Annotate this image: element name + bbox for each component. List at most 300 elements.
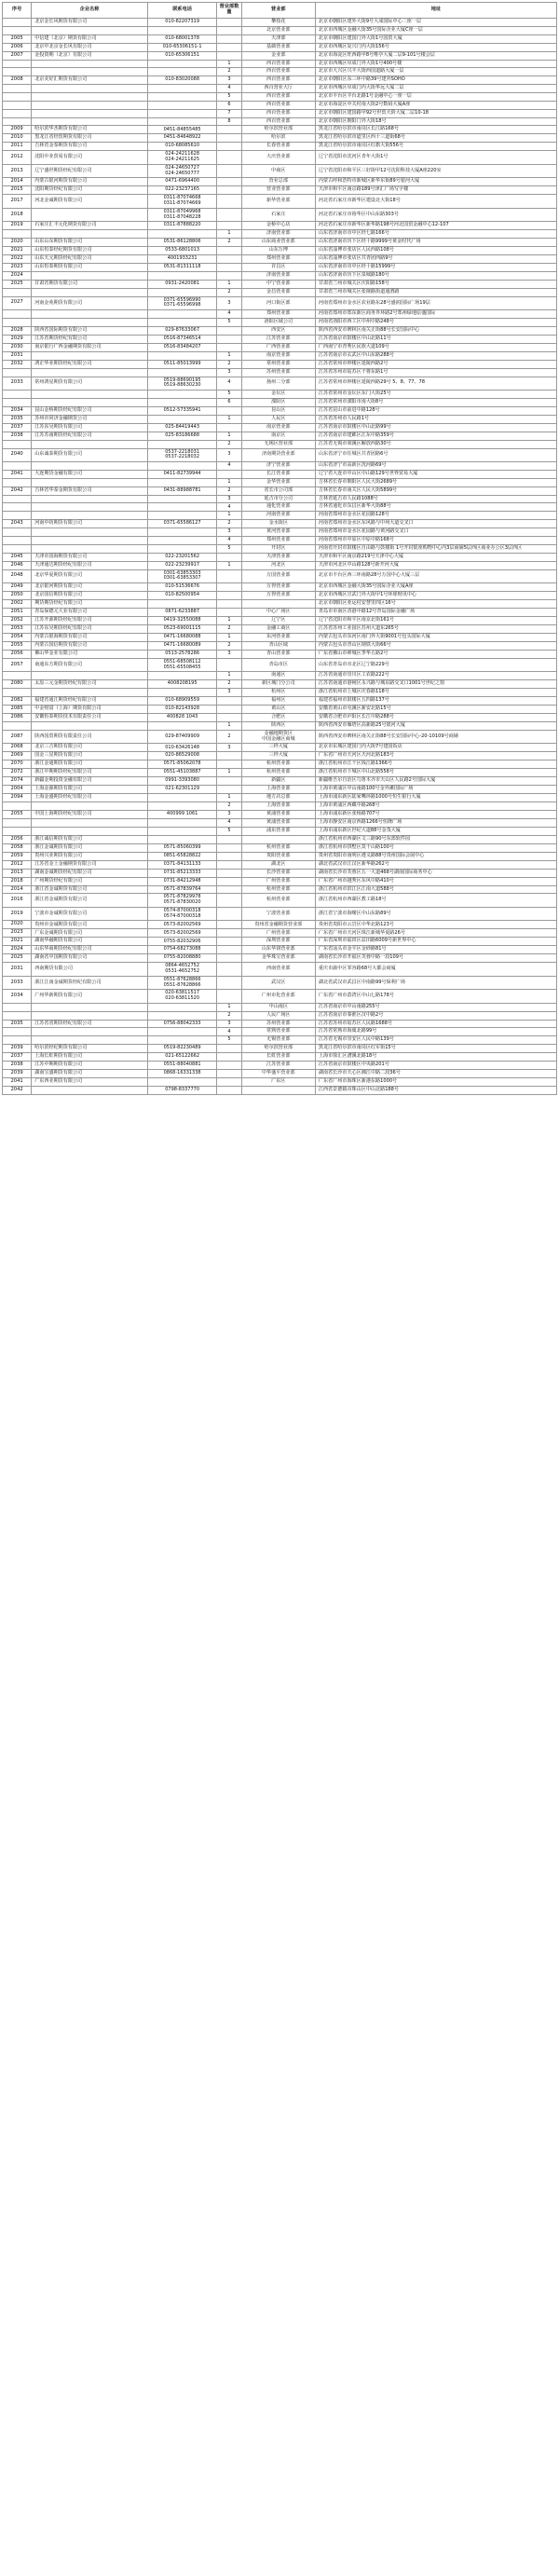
cell-branch: 人民广场区	[241, 1011, 315, 1020]
table-row	[3, 486, 557, 495]
cell-company	[32, 503, 148, 512]
cell-address: 浙江省杭州市西湖区文三路90号东部软件园	[315, 835, 556, 843]
cell-no: 2023	[3, 263, 32, 271]
cell-no	[3, 1011, 32, 1020]
cell-address: 浙江省杭州市西湖区教工路18号	[315, 894, 556, 908]
cell-address: 北京市西城区阜成门内大街华远大厦二层	[315, 85, 556, 93]
cell-company: 山东诚泰期货有限公司	[32, 448, 148, 462]
cell-count: 5	[217, 544, 241, 553]
cell-branch: 南通区	[241, 672, 315, 680]
cell-count: 5	[217, 391, 241, 399]
cell-company: 江苏东吴期货有限公司	[32, 423, 148, 432]
cell-company: 北京中北京金长风有限公司	[32, 43, 148, 51]
cell-no: 2037	[3, 1053, 32, 1062]
cell-branch: 贵州省金融期货营业部	[241, 921, 315, 929]
cell-company: 大连期货金融有限公司	[32, 470, 148, 478]
cell-no	[3, 68, 32, 76]
cell-branch: 新华营业部	[241, 195, 315, 209]
cell-no: 2004	[3, 786, 32, 794]
cell-phone	[147, 802, 216, 811]
table-row	[3, 432, 557, 440]
cell-no: 2008	[3, 76, 32, 85]
cell-phone: 0573-82002569	[147, 921, 216, 929]
cell-no	[3, 398, 32, 406]
cell-branch: 河口街区部	[241, 296, 315, 310]
cell-no: 2035	[3, 415, 32, 423]
cell-branch: 杭州区	[241, 689, 315, 697]
cell-address: 山东省济南市历下区泉城路180号	[315, 271, 556, 280]
cell-count	[217, 178, 241, 186]
cell-count	[217, 760, 241, 769]
cell-phone	[147, 101, 216, 109]
cell-phone	[147, 368, 216, 377]
cell-phone: 0571-85060399	[147, 843, 216, 852]
cell-company: 广州期货经纪有限公司	[32, 877, 148, 885]
cell-phone	[147, 398, 216, 406]
cell-branch: 合肥区	[241, 713, 315, 721]
table-row	[3, 101, 557, 109]
cell-no: 2054	[3, 633, 32, 641]
cell-count: 1	[217, 616, 241, 624]
cell-phone	[147, 512, 216, 520]
cell-count	[217, 1087, 241, 1095]
cell-phone: 010-68085610	[147, 143, 216, 151]
cell-address: 江西省景德镇市珠山区中山北路188号	[315, 1087, 556, 1095]
cell-address: 湖南省长沙市芙蓉区五一大道468号湖南国际商务中心	[315, 869, 556, 877]
cell-address: 陕西省西安市碑林区南关正街88号长安国际中心-20-10109号商铺	[315, 730, 556, 744]
cell-company: 湖南金诚期货经纪有限公司	[32, 869, 148, 877]
cell-no: 2034	[3, 990, 32, 1004]
cell-phone	[147, 391, 216, 399]
cell-phone: 021-65122662	[147, 1053, 216, 1062]
table-row	[3, 271, 557, 280]
cell-count	[217, 335, 241, 343]
cell-no	[3, 478, 32, 486]
cell-company	[32, 117, 148, 126]
cell-address: 江苏省苏州市人民路1号	[315, 415, 556, 423]
table-row	[3, 117, 557, 126]
cell-count	[217, 195, 241, 209]
cell-phone: 0571-87829978 0571-87830020	[147, 894, 216, 908]
cell-company	[32, 26, 148, 34]
cell-phone: 0471-6964400	[147, 178, 216, 186]
cell-company: 陕西国贸期货有限责任公司	[32, 730, 148, 744]
cell-company: 江苏东吴期货经纪有限公司	[32, 624, 148, 633]
cell-address: 浙江省杭州市下城区中山北路558号	[315, 769, 556, 777]
cell-address: 福建省福州市鼓楼区五四路137号	[315, 696, 556, 705]
cell-count	[217, 569, 241, 583]
cell-phone: 0301-63853303 0301-63853307	[147, 569, 216, 583]
cell-count: 1	[217, 280, 241, 288]
cell-count	[217, 26, 241, 34]
cell-no	[3, 672, 32, 680]
cell-no: 2035	[3, 1020, 32, 1028]
cell-count: 1	[217, 432, 241, 440]
cell-count: 1	[217, 672, 241, 680]
cell-no: 2009	[3, 126, 32, 134]
cell-no: 2038	[3, 1062, 32, 1070]
cell-branch: 金坛区	[241, 391, 315, 399]
cell-count	[217, 151, 241, 165]
cell-company: 国金三星期货有限公司	[32, 752, 148, 760]
cell-count	[217, 343, 241, 351]
cell-phone: 0523-69001115	[147, 624, 216, 633]
table-row	[3, 151, 557, 165]
cell-address: 河南省郑州市金水区东风路与中州大道交叉口	[315, 520, 556, 528]
cell-phone: 0571-87839764	[147, 885, 216, 894]
cell-company: 北京华夏期货有限公司	[32, 569, 148, 583]
header-phone: 联系电话	[147, 3, 216, 19]
cell-phone: 0419-32550088	[147, 616, 216, 624]
cell-branch: 苏州营业部	[241, 368, 315, 377]
cell-branch: 西南营业部	[241, 963, 315, 977]
cell-address: 上海市黄浦区西藏中路268号	[315, 802, 556, 811]
cell-phone	[147, 544, 216, 553]
cell-phone: 025-84419443	[147, 423, 216, 432]
table-row	[3, 1087, 557, 1095]
cell-company: 沈阳期货经纪有限公司	[32, 186, 148, 195]
cell-branch: 上海营业部	[241, 802, 315, 811]
cell-no: 2019	[3, 907, 32, 921]
cell-company	[32, 495, 148, 503]
cell-address: 北京市东城区建国门内大街7号建国饭店	[315, 744, 556, 752]
cell-branch: 西百营业部	[241, 117, 315, 126]
table-row	[3, 946, 557, 954]
cell-no: 2021	[3, 247, 32, 255]
cell-address: 吉林省通化市东昌区新华大街88号	[315, 503, 556, 512]
cell-address: 江苏省苏州市姑苏区人民路1688号	[315, 1020, 556, 1028]
cell-count	[217, 143, 241, 151]
cell-address: 广西南宁市青秀区民族大道109号	[315, 343, 556, 351]
cell-count	[217, 222, 241, 230]
cell-address: 甘肃省兰州市城关区张掖路街道通渭路	[315, 288, 556, 296]
cell-no: 2031	[3, 351, 32, 360]
cell-phone	[147, 26, 216, 34]
cell-company: 山东天元期货经纪有限公司	[32, 255, 148, 264]
cell-no	[3, 495, 32, 503]
cell-no	[3, 391, 32, 399]
cell-count: 1	[217, 633, 241, 641]
cell-address: 河南省郑州市金水区农业路东28号盛润国际广场19层	[315, 296, 556, 310]
cell-no: 2002	[3, 600, 32, 609]
cell-company: 江苏省期货经纪有限公司	[32, 335, 148, 343]
table-row	[3, 239, 557, 247]
cell-company	[32, 208, 148, 222]
cell-count: 3	[217, 650, 241, 658]
cell-no	[3, 93, 32, 102]
cell-count	[217, 946, 241, 954]
cell-address: 湖南省长沙市开福区芙蓉中路一段109号	[315, 954, 556, 963]
cell-phone: 020-86529008	[147, 752, 216, 760]
cell-company: 上海金盛期货经纪有限公司	[32, 794, 148, 802]
cell-no	[3, 18, 32, 26]
cell-phone	[147, 60, 216, 68]
cell-branch: 郑州营业部	[241, 255, 315, 264]
cell-branch: 许昌区	[241, 263, 315, 271]
cell-company	[32, 536, 148, 544]
cell-company	[32, 462, 148, 471]
cell-no: 2049	[3, 583, 32, 592]
cell-phone: 0551-87628866 0551-87628866	[147, 976, 216, 990]
table-row	[3, 448, 557, 462]
cell-no	[3, 1036, 32, 1045]
cell-company	[32, 109, 148, 117]
cell-address: 天津市河北区中山路128号新开河大厦	[315, 561, 556, 569]
cell-phone	[147, 794, 216, 802]
table-row	[3, 76, 557, 85]
cell-phone: 0516-83484207	[147, 343, 216, 351]
cell-no: 2070	[3, 760, 32, 769]
cell-no: 2021	[3, 938, 32, 946]
cell-company	[32, 1011, 148, 1020]
header-company: 企业名称	[32, 3, 148, 19]
cell-count: 2	[217, 68, 241, 76]
table-row	[3, 85, 557, 93]
cell-branch: 天津部	[241, 34, 315, 43]
cell-count	[217, 208, 241, 222]
cell-branch: 济南营业部	[241, 271, 315, 280]
cell-address: 山东省淄博市张店区共青团西路9号	[315, 255, 556, 264]
cell-phone: 010-65306151	[147, 51, 216, 60]
cell-address: 北京市朝阳区东三环中路39号建外SOHO	[315, 76, 556, 85]
cell-phone: 0516-87346514	[147, 335, 216, 343]
cell-count	[217, 752, 241, 760]
cell-no: 2010	[3, 134, 32, 143]
cell-phone	[147, 117, 216, 126]
cell-phone: 0371-65586127	[147, 520, 216, 528]
cell-address: 河南省郑州市金水区花园路128号	[315, 512, 556, 520]
cell-address: 辽宁省大连市中山区中山路129号世界贸易大厦	[315, 470, 556, 478]
cell-branch: 省长市公司部	[241, 486, 315, 495]
cell-company	[32, 440, 148, 448]
cell-no	[3, 512, 32, 520]
cell-branch: 延吉市分公司	[241, 495, 315, 503]
table-row	[3, 609, 557, 617]
cell-phone	[147, 462, 216, 471]
cell-company: 吉林省金泰期货有限公司	[32, 143, 148, 151]
table-row	[3, 802, 557, 811]
cell-company: 浙江省金诚期货有限公司	[32, 885, 148, 894]
cell-address: 广东省汕头市金平区金砂路81号	[315, 946, 556, 954]
cell-address: 山东省济南市历下区经十路9999号黄金时代广场	[315, 239, 556, 247]
cell-phone	[147, 827, 216, 835]
cell-phone: 0754-68273088	[147, 946, 216, 954]
header-address: 地址	[315, 3, 556, 19]
cell-no: 2007	[3, 51, 32, 60]
cell-count	[217, 1070, 241, 1078]
cell-count	[217, 609, 241, 617]
cell-branch: 金昌营业部	[241, 288, 315, 296]
cell-branch: 石家庄	[241, 208, 315, 222]
cell-no	[3, 462, 32, 471]
cell-company	[32, 351, 148, 360]
cell-address: 内蒙古包头市青山区钢铁大街66号	[315, 641, 556, 650]
cell-company: 石家庄汇丰元化期货有限公司	[32, 222, 148, 230]
cell-company	[32, 310, 148, 319]
cell-no: 2045	[3, 553, 32, 561]
cell-no: 2085	[3, 705, 32, 713]
cell-address: 浙江省杭州市上城区庆春路118号	[315, 689, 556, 697]
cell-company: 中国上海期货经纪有限公司	[32, 811, 148, 819]
cell-company: 北京金长风期货有限公司	[32, 18, 148, 26]
table-row	[3, 280, 557, 288]
cell-address: 北京市丰台区西三环南路28号万国中心大厦三层	[315, 569, 556, 583]
cell-company	[32, 368, 148, 377]
cell-company: 上海金源期货有限公司	[32, 786, 148, 794]
cell-no	[3, 544, 32, 553]
cell-branch: 中商区	[241, 164, 315, 178]
cell-count	[217, 963, 241, 977]
cell-branch: 基础营业部	[241, 43, 315, 51]
table-row	[3, 616, 557, 624]
cell-no: 2022	[3, 255, 32, 264]
table-row	[3, 976, 557, 990]
cell-branch: 上海营业部	[241, 786, 315, 794]
cell-phone: 0756-88042333	[147, 1020, 216, 1028]
cell-count: 2	[217, 1011, 241, 1020]
cell-phone: 0511-85013999	[147, 360, 216, 368]
cell-branch: 西百营业部	[241, 109, 315, 117]
cell-company	[32, 1087, 148, 1095]
cell-branch: 新疆区	[241, 777, 315, 786]
cell-phone: 0513-2578286	[147, 650, 216, 658]
cell-count: 1	[217, 561, 241, 569]
cell-company: 金投资期（北京）有限公司	[32, 51, 148, 60]
branch-list-table	[2, 2, 557, 1095]
cell-no: 2038	[3, 432, 32, 440]
cell-phone: 010-83020088	[147, 76, 216, 85]
cell-phone	[147, 415, 216, 423]
cell-branch: 通化营业部	[241, 503, 315, 512]
cell-phone	[147, 93, 216, 102]
cell-branch: 洛阳区域公司	[241, 319, 315, 327]
cell-no: 2024	[3, 946, 32, 954]
cell-address: 广东省广州市荔湾区中山七路178号	[315, 990, 556, 1004]
cell-branch: 河南营业部	[241, 512, 315, 520]
table-row	[3, 954, 557, 963]
cell-phone: 010-82500954	[147, 592, 216, 600]
cell-company: 浙江省金诚期货有限公司	[32, 894, 148, 908]
cell-company: 佛山华金业有限公司	[32, 650, 148, 658]
cell-address: 北京市朝阳区朝阳门外大街18号	[315, 117, 556, 126]
cell-no	[3, 60, 32, 68]
cell-no	[3, 802, 32, 811]
cell-branch: 三样大厦	[241, 752, 315, 760]
cell-branch: 三样大厦	[241, 744, 315, 752]
cell-branch	[241, 600, 315, 609]
cell-company: 鸿正华业期货经纪有限公司	[32, 360, 148, 368]
table-row	[3, 195, 557, 209]
cell-phone: 0311-87049968 0311-87048228	[147, 208, 216, 222]
table-row	[3, 512, 557, 520]
cell-no: 2005	[3, 34, 32, 43]
cell-count: 2	[217, 624, 241, 633]
cell-company	[32, 819, 148, 828]
cell-address: 浙江省杭州市滨江区江南大道588号	[315, 885, 556, 894]
cell-no	[3, 368, 32, 377]
table-row	[3, 938, 557, 946]
cell-address: 黑龙江省哈尔滨市道里区西十三道街68号	[315, 134, 556, 143]
cell-no: 2039	[3, 1045, 32, 1053]
cell-address: 浙江省宁波市海曙区中山东路89号	[315, 907, 556, 921]
cell-address: 内蒙古包头市东河区南门外大街9001号包头国际大厦	[315, 633, 556, 641]
cell-address: 吉林省长春市南关区人民大街5899号	[315, 486, 556, 495]
cell-branch: 杭州营业部	[241, 769, 315, 777]
cell-address: 河南省洛阳市西工区中州中路248号	[315, 319, 556, 327]
cell-no: 2025	[3, 280, 32, 288]
cell-count: 1	[217, 478, 241, 486]
cell-branch: 济南期货营业部	[241, 448, 315, 462]
cell-branch: 新区城门分公司	[241, 680, 315, 689]
cell-count	[217, 1053, 241, 1062]
cell-no: 2055	[3, 641, 32, 650]
cell-no: 2018	[3, 208, 32, 222]
table-row	[3, 760, 557, 769]
table-row	[3, 689, 557, 697]
cell-address: 陕西省西安市雁塔区高新路25号银河大厦	[315, 721, 556, 730]
table-row	[3, 569, 557, 583]
cell-company	[32, 802, 148, 811]
cell-phone: 0311-87888220	[147, 222, 216, 230]
cell-phone: 0431-88988781	[147, 486, 216, 495]
cell-company: 上海长虹期货有限公司	[32, 1053, 148, 1062]
cell-count: 1	[217, 351, 241, 360]
cell-company	[32, 319, 148, 327]
cell-count	[217, 869, 241, 877]
cell-phone	[147, 528, 216, 537]
cell-company: 广州华新期货有限公司	[32, 990, 148, 1004]
cell-address: 新疆维吾尔自治区乌鲁木齐市天山区人民路2号国际大厦	[315, 777, 556, 786]
table-row	[3, 752, 557, 760]
cell-phone: 029-87409909	[147, 730, 216, 744]
cell-branch: 深圳营业部	[241, 938, 315, 946]
cell-phone: 010-51536676	[147, 583, 216, 592]
cell-no: 2020	[3, 239, 32, 247]
table-row	[3, 109, 557, 117]
cell-no: 2030	[3, 343, 32, 351]
cell-branch: 山东万博	[241, 247, 315, 255]
cell-company: 南京银行广西金融期货有限公司	[32, 343, 148, 351]
cell-address: 北京市西城区阜成门外大街1号400号楼	[315, 60, 556, 68]
cell-company	[32, 672, 148, 680]
cell-address: 北京市西城区复兴门内大街156号	[315, 43, 556, 51]
cell-phone: 0551-88040881	[147, 1062, 216, 1070]
cell-branch: 西百营业部	[241, 68, 315, 76]
cell-company: 苏州市同济金融期货公司	[32, 415, 148, 423]
cell-phone	[147, 689, 216, 697]
table-row	[3, 503, 557, 512]
cell-address: 黑龙江省哈尔滨市南岗区长江路168号	[315, 126, 556, 134]
cell-address: 北京市大兴区兴丰大街西国道路大厦一层	[315, 68, 556, 76]
cell-count	[217, 938, 241, 946]
cell-address: 江苏省常州市金坛区东门大街25号	[315, 391, 556, 399]
cell-company: 北京国信期货有限公司	[32, 592, 148, 600]
cell-phone	[147, 495, 216, 503]
cell-count: 3	[217, 689, 241, 697]
cell-phone	[147, 1028, 216, 1036]
cell-address: 河北省石家庄市裕华区中山东路303号	[315, 208, 556, 222]
cell-address: 河南省郑州市中原区中原中路168号	[315, 536, 556, 544]
cell-no: 2086	[3, 713, 32, 721]
table-row	[3, 406, 557, 415]
cell-branch: 金融工商区	[241, 624, 315, 633]
cell-no	[3, 689, 32, 697]
table-row	[3, 1020, 557, 1028]
cell-branch: 杭州营业部	[241, 885, 315, 894]
table-row	[3, 777, 557, 786]
cell-address: 上海市黄浦区中山南路100号金外滩国际广场	[315, 786, 556, 794]
table-row	[3, 1045, 557, 1053]
